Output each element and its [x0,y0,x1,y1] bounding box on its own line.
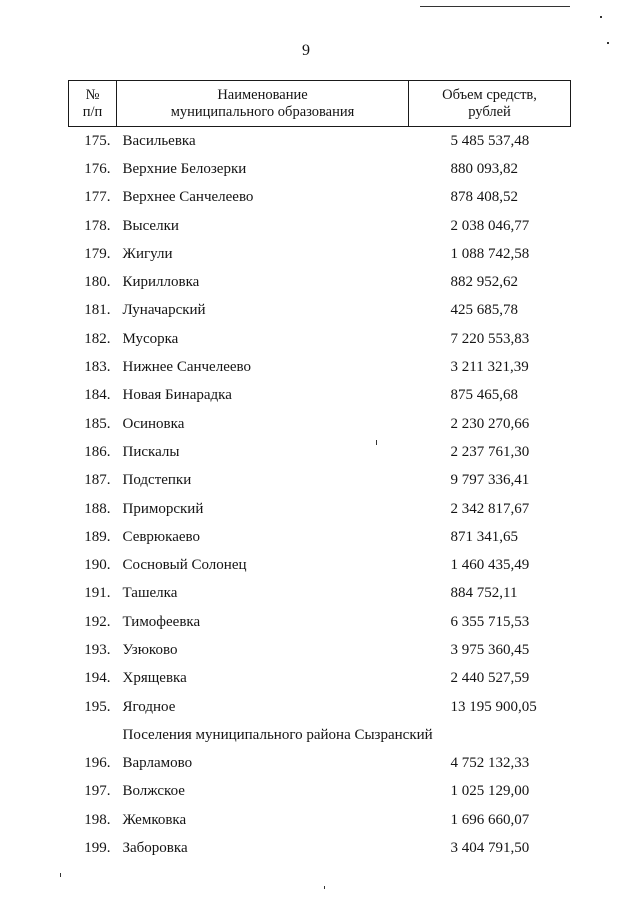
table-row [69,410,571,438]
table-row [69,608,571,636]
table-row [69,382,571,410]
funding-amount: 3 975 360,45 [450,641,530,658]
municipality-name: Васильевка [122,132,196,149]
funding-amount: 6 355 715,53 [450,613,530,630]
row-number: 180. [84,274,111,291]
municipality-name: Кирилловка [122,274,200,291]
table-row [69,665,571,693]
row-number: 194. [84,670,111,687]
row-number: 179. [84,245,111,262]
table-body [69,127,571,863]
municipality-name: Мусорка [122,330,179,347]
municipality-name: Севрюкаево [122,528,200,545]
municipality-name: Выселки [122,217,179,234]
funding-amount: 3 404 791,50 [450,840,530,857]
municipality-name: Ташелка [122,585,178,602]
funding-amount: 1 460 435,49 [450,557,530,574]
row-number: 184. [84,387,111,404]
municipality-name: Нижнее Санчелеево [122,359,251,376]
funding-amount: 880 093,82 [450,160,518,177]
table-row [69,353,571,381]
row-number: 178. [84,217,111,234]
header-name-line: муниципального образования [170,103,355,120]
table-row [69,636,571,664]
municipality-name: Приморский [122,500,204,517]
header-amount [409,81,571,127]
section-spacer [69,721,117,749]
row-number: 189. [84,528,111,545]
table-row [69,750,571,778]
funding-amount: 425 685,78 [450,302,518,319]
funding-amount: 871 341,65 [450,528,518,545]
funding-amount: 3 211 321,39 [450,359,529,376]
table-row [69,778,571,806]
municipality-name: Заборовка [122,840,188,857]
funding-amount: 878 408,52 [450,189,518,206]
municipality-name: Пискалы [122,443,180,460]
funding-amount: 1 088 742,58 [450,245,530,262]
table-header-row [69,81,571,127]
section-label: Поселения муниципального района Сызранский [122,726,433,743]
header-amount-line: рублей [468,103,511,120]
scan-dot [607,42,609,44]
row-number: 177. [84,189,111,206]
municipality-name: Ягодное [122,698,176,715]
funding-amount: 9 797 336,41 [450,472,530,489]
header-name [117,81,409,127]
table-row [69,268,571,296]
row-number: 195. [84,698,111,715]
table-row [69,693,571,721]
row-number: 182. [84,330,111,347]
row-number: 187. [84,472,111,489]
funding-amount: 2 038 046,77 [450,217,530,234]
funding-amount: 882 952,62 [450,274,518,291]
row-number: 199. [84,840,111,857]
table-row [69,127,571,156]
row-number: 176. [84,160,111,177]
funding-amount: 1 696 660,07 [450,811,530,828]
municipality-name: Тимофеевка [122,613,201,630]
row-number: 188. [84,500,111,517]
funding-amount: 4 752 132,33 [450,755,530,772]
table-row [69,212,571,240]
scan-line-top [420,6,570,7]
section-row [69,721,571,749]
municipality-name: Сосновый Солонец [122,557,247,574]
municipality-name: Верхние Белозерки [122,160,247,177]
municipality-name: Жемковка [122,811,187,828]
header-number-line: п/п [82,103,103,120]
table-row [69,495,571,523]
funding-amount: 875 465,68 [450,387,518,404]
funding-amount: 2 342 817,67 [450,500,530,517]
table-row [69,834,571,862]
funding-amount: 5 485 537,48 [450,132,530,149]
municipality-name: Осиновка [122,415,185,432]
table-row [69,438,571,466]
scan-dot [600,16,602,18]
table-row [69,297,571,325]
municipality-name: Жигули [122,245,173,262]
funding-amount: 13 195 900,05 [450,698,537,715]
table-row [69,325,571,353]
funding-amount: 2 237 761,30 [450,443,530,460]
municipality-name: Новая Бинарадка [122,387,232,404]
municipality-name: Верхнее Санчелеево [122,189,254,206]
page-number: 9 [302,42,310,59]
municipality-name: Хрящевка [122,670,187,687]
row-number: 198. [84,811,111,828]
table-row [69,155,571,183]
scan-dot [60,873,61,877]
funding-amount: 7 220 553,83 [450,330,530,347]
header-number [69,81,117,127]
table-row [69,523,571,551]
municipality-name: Варламово [122,755,193,772]
municipality-name: Волжское [122,783,185,800]
row-number: 193. [84,641,111,658]
row-number: 175. [84,132,111,149]
table-row [69,580,571,608]
row-number: 186. [84,443,111,460]
table-row [69,551,571,579]
scan-dot [324,886,325,889]
table-row [69,467,571,495]
funding-amount: 1 025 129,00 [450,783,530,800]
row-number: 192. [84,613,111,630]
row-number: 196. [84,755,111,772]
table-row [69,184,571,212]
municipality-name: Луначарский [122,302,206,319]
row-number: 185. [84,415,111,432]
header-number-line: № [85,86,100,103]
row-number: 181. [84,302,111,319]
table-row [69,240,571,268]
municipality-name: Узюково [122,641,178,658]
funding-amount: 884 752,11 [450,585,518,602]
header-amount-line: Объем средств, [442,86,537,103]
header-name-line: Наименование [217,86,308,103]
row-number: 191. [84,585,111,602]
row-number: 183. [84,359,111,376]
funding-amount: 2 440 527,59 [450,670,530,687]
budget-table [68,80,571,863]
municipality-name: Подстепки [122,472,192,489]
table-row [69,806,571,834]
funding-amount: 2 230 270,66 [450,415,530,432]
row-number: 190. [84,557,111,574]
row-number: 197. [84,783,111,800]
